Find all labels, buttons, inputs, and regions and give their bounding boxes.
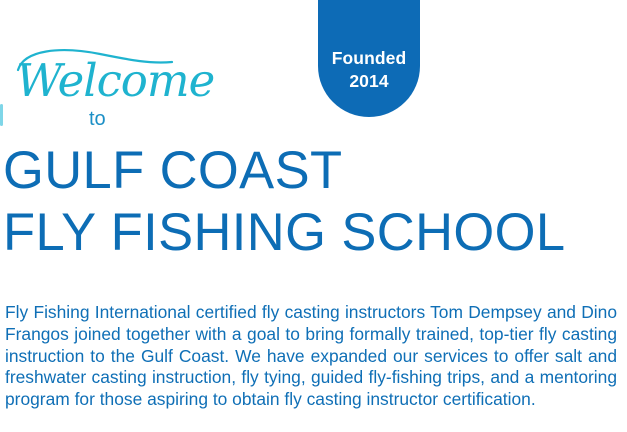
welcome-to-text: to — [89, 108, 106, 130]
welcome-text: Welcome — [16, 54, 215, 107]
founded-badge — [318, 0, 420, 117]
badge-label: Founded — [331, 48, 407, 68]
title-line-2: FLY FISHING SCHOOL — [3, 203, 566, 262]
title-line-1: GULF COAST — [3, 141, 343, 200]
decorative-edge-mark — [0, 104, 3, 126]
page-title — [3, 140, 565, 264]
badge-year: 2014 — [349, 71, 389, 91]
welcome-script-logo — [10, 44, 215, 114]
description-paragraph: Fly Fishing International certified fly casting instructors Tom Dempsey and Dino Frangos joined together with a goal to bring formally trained, top-tier fly casting instruction to the Gulf Coast. We have expanded our services to offer salt and freshwater casting instruction, fly tying, guided fly-fishing trips, and a mentoring program for those aspiring to obtain fly casting instructor certification. — [5, 302, 617, 409]
